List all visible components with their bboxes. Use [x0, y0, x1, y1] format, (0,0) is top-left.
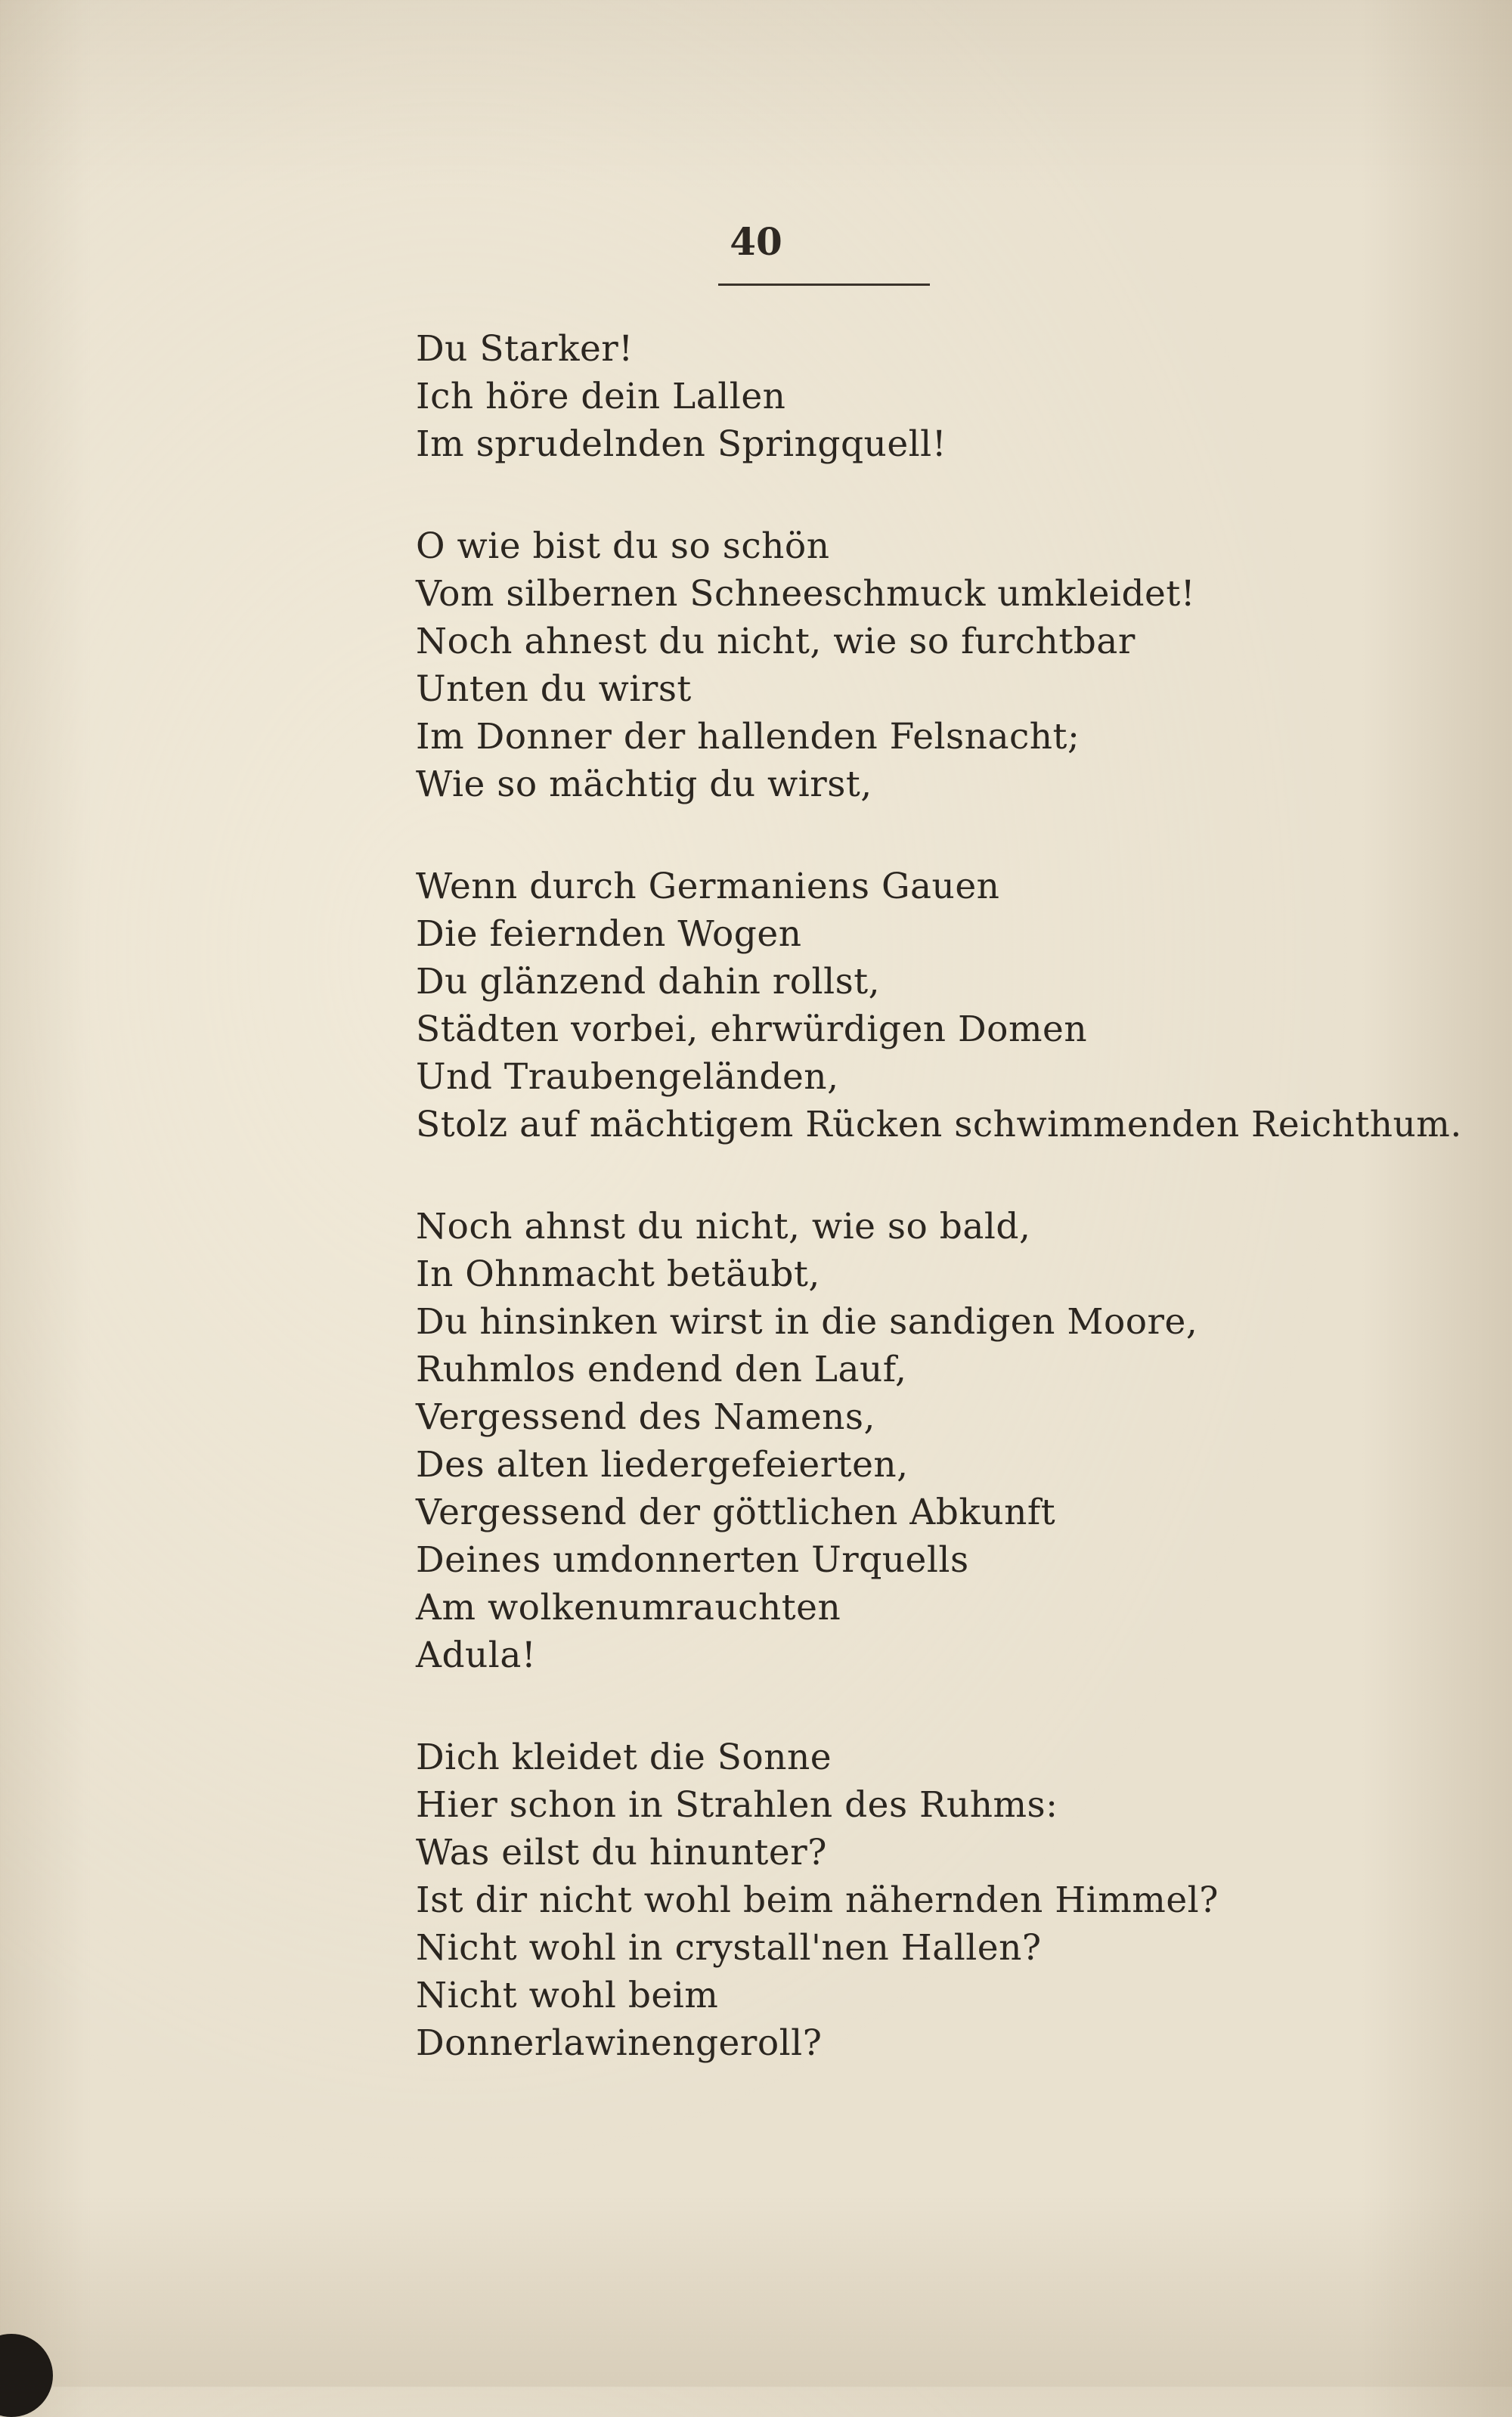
verse-line: Und Traubengeländen, — [416, 1056, 839, 1098]
stanza-5 — [416, 1734, 1399, 2067]
verse-line: Des alten liedergefeierten, — [416, 1444, 909, 1486]
verse-line: Nicht wohl in crystall'nen Hallen? — [416, 1927, 1042, 1969]
stanza-3 — [416, 863, 1462, 1148]
header-rule — [718, 284, 930, 286]
page-number: 40 — [730, 219, 782, 264]
verse-line: Du hinsinken wirst in die sandigen Moore, — [416, 1301, 1198, 1343]
poem — [416, 325, 1462, 2067]
verse-line: Ich höre dein Lallen — [416, 376, 786, 417]
verse-line: Nicht wohl beim — [416, 1975, 719, 2016]
verse-line: Im sprudelnden Springquell! — [416, 423, 947, 465]
stanza-1 — [416, 325, 1399, 468]
verse-line: Donnerlawinengeroll? — [416, 2022, 823, 2064]
verse-line: Am wolkenumrauchten — [416, 1587, 841, 1628]
verse-line: Im Donner der hallenden Felsnacht; — [416, 716, 1080, 758]
verse-line: Unten du wirst — [416, 668, 692, 710]
verse-line: Was eilst du hinunter? — [416, 1832, 827, 1873]
verse-line: Wie so mächtig du wirst, — [416, 764, 872, 805]
verse-line: Du glänzend dahin rollst, — [416, 961, 881, 1002]
stanza-2 — [416, 522, 1399, 808]
verse-line: Städten vorbei, ehrwürdigen Domen — [416, 1009, 1088, 1050]
verse-line: Vergessend des Namens, — [416, 1396, 875, 1438]
verse-line: Vergessend der göttlichen Abkunft — [416, 1492, 1056, 1533]
verse-line: Wenn durch Germaniens Gauen — [416, 866, 1000, 907]
verse-line: Hier schon in Strahlen des Ruhms: — [416, 1784, 1058, 1826]
verse-line: In Ohnmacht betäubt, — [416, 1253, 820, 1295]
verse-line: Die feiernden Wogen — [416, 913, 802, 955]
verse-line: Adula! — [416, 1635, 537, 1676]
verse-line: Ruhmlos endend den Lauf, — [416, 1349, 907, 1390]
verse-line: Noch ahnest du nicht, wie so furchtbar — [416, 621, 1136, 662]
verse-line: Ist dir nicht wohl beim nähernden Himmel? — [416, 1879, 1219, 1921]
verse-line: O wie bist du so schön — [416, 525, 830, 567]
verse-line: Du Starker! — [416, 328, 634, 370]
verse-line: Stolz auf mächtigem Rücken schwimmenden Reichthum. — [416, 1104, 1462, 1145]
verse-line: Dich kleidet die Sonne — [416, 1737, 832, 1778]
corner-stain — [0, 2334, 53, 2417]
verse-line: Deines umdonnerten Urquells — [416, 1539, 969, 1581]
verse-line: Noch ahnst du nicht, wie so bald, — [416, 1206, 1031, 1247]
verse-line: Vom silbernen Schneeschmuck umkleidet! — [416, 573, 1196, 615]
stanza-4 — [416, 1203, 1399, 1679]
